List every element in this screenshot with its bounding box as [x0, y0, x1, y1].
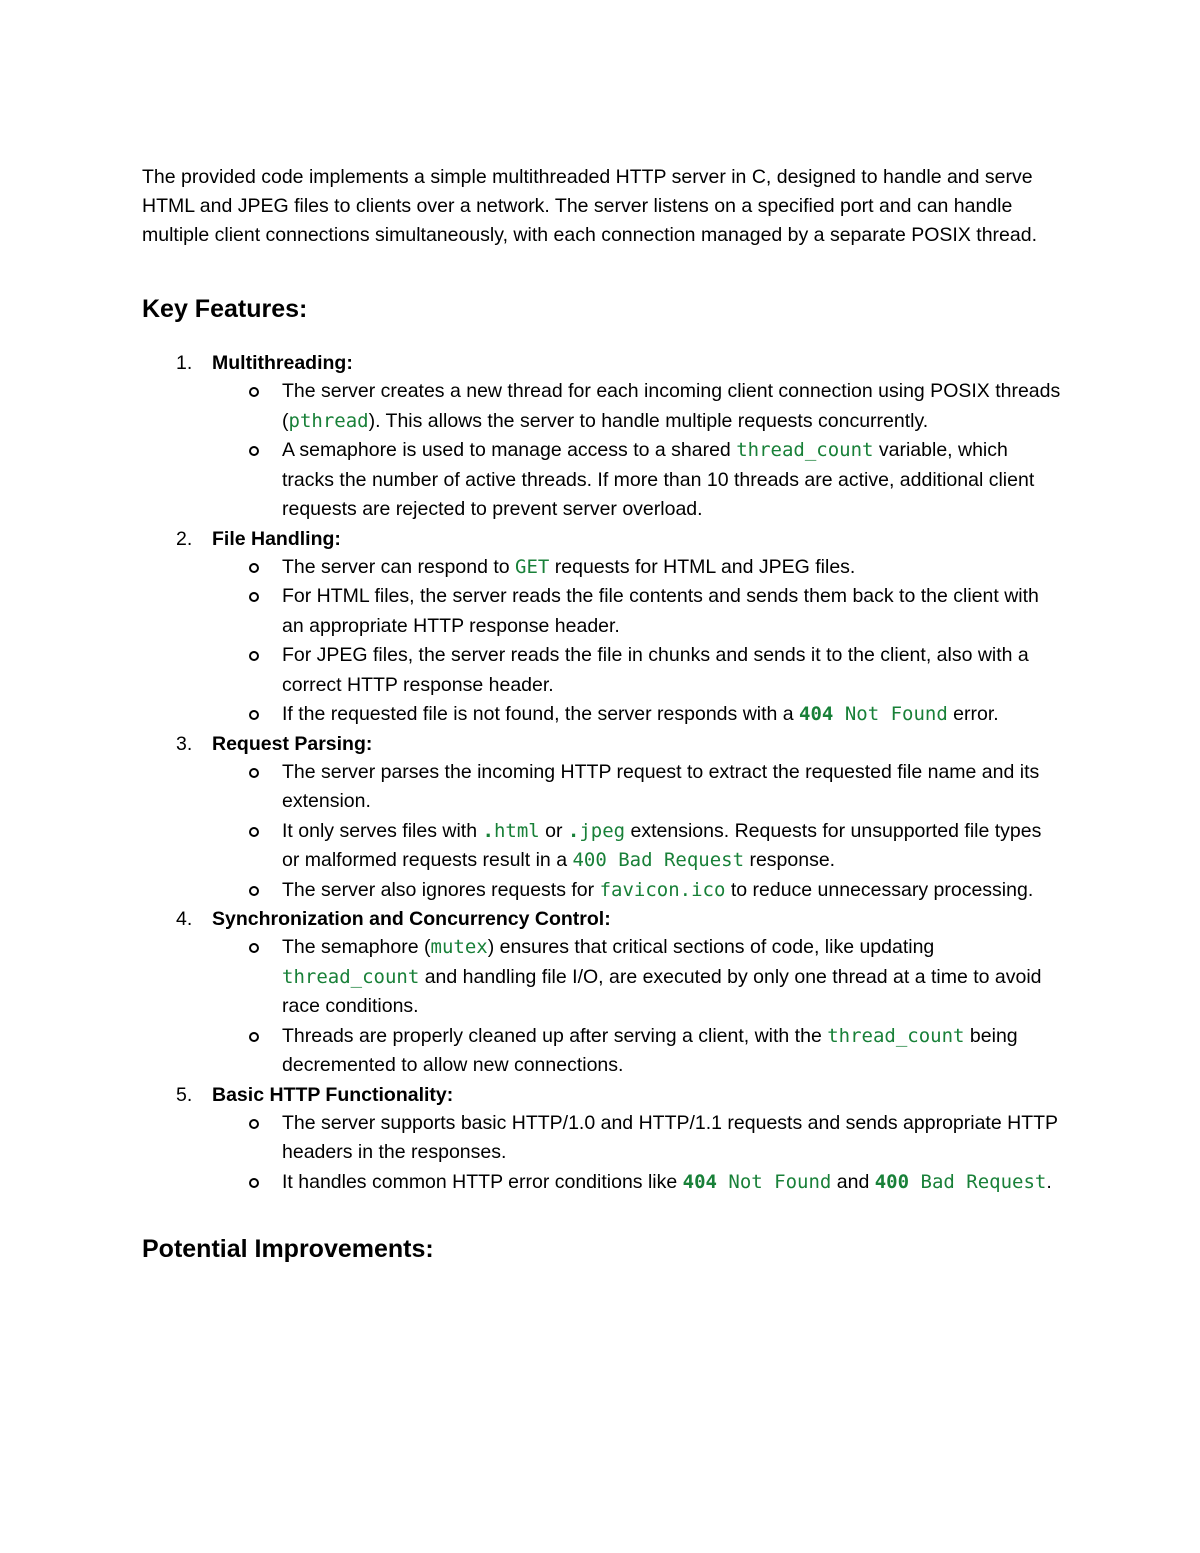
hollow-circle-bullet-icon — [249, 768, 259, 778]
feature-subitem: The server supports basic HTTP/1.0 and HTTP/1.1 requests and sends appropriate HTTP headers in the responses. — [212, 1109, 1062, 1168]
inline-code: pthread — [288, 409, 369, 432]
hollow-circle-bullet-icon — [249, 387, 259, 397]
feature-number: 4. — [176, 908, 193, 930]
hollow-circle-bullet-icon — [249, 710, 259, 720]
hollow-circle-bullet-icon — [249, 827, 259, 837]
feature-subitem: It only serves files with .html or .jpeg extensions. Requests for unsupported file types or malformed requests result in a 400 Bad Request response. — [212, 817, 1062, 876]
hollow-circle-bullet-icon — [249, 651, 259, 661]
feature-subitem: For JPEG files, the server reads the file in chunks and sends it to the client, also with a correct HTTP response header. — [212, 641, 1062, 700]
hollow-circle-bullet-icon — [249, 943, 259, 953]
feature-subitem: The server parses the incoming HTTP request to extract the requested file name and its extension. — [212, 758, 1062, 817]
feature-subitem: For HTML files, the server reads the file contents and sends them back to the client with an appropriate HTTP response header. — [212, 582, 1062, 641]
hollow-circle-bullet-icon — [249, 592, 259, 602]
inline-code: favicon.ico — [599, 878, 726, 901]
document-body — [142, 163, 1062, 1264]
feature-subitem: If the requested file is not found, the server responds with a 404 Not Found error. — [212, 700, 1062, 730]
feature-subitems — [212, 1109, 1062, 1198]
feature-number: 2. — [176, 527, 193, 550]
feature-subitem: The server also ignores requests for favicon.ico to reduce unnecessary processing. — [212, 876, 1062, 906]
feature-item — [142, 525, 1062, 730]
inline-code: .jpeg — [567, 819, 626, 842]
feature-subitems — [212, 377, 1062, 525]
feature-subitem: The server creates a new thread for each incoming client connection using POSIX threads (pthread). This allows the server to handle multiple requests concurrently. — [212, 377, 1062, 436]
feature-subitem: Threads are properly cleaned up after serving a client, with the thread_count being decremented to allow new connections. — [212, 1022, 1062, 1081]
feature-item — [142, 905, 1062, 1081]
feature-item — [142, 1081, 1062, 1198]
inline-code: .html — [482, 819, 540, 842]
feature-subitems — [212, 553, 1062, 730]
hollow-circle-bullet-icon — [249, 1032, 259, 1042]
inline-code: GET — [515, 555, 550, 578]
features-list — [142, 349, 1062, 1197]
inline-code: 404 Not Found — [682, 1170, 832, 1193]
inline-code: thread_count — [827, 1024, 965, 1047]
feature-subitem: The semaphore (mutex) ensures that critical sections of code, like updating thread_count and handling file I/O, are executed by only one thread at a time to avoid race conditions. — [212, 933, 1062, 1022]
hollow-circle-bullet-icon — [249, 1119, 259, 1129]
feature-subitem: The server can respond to GET requests for HTML and JPEG files. — [212, 553, 1062, 583]
key-features-heading: Key Features: — [142, 295, 308, 323]
inline-code: 400 Bad Request — [572, 849, 745, 871]
hollow-circle-bullet-icon — [249, 1178, 259, 1188]
feature-subitems — [212, 758, 1062, 906]
inline-code: thread_count — [282, 965, 420, 988]
intro-paragraph: The provided code implements a simple multithreaded HTTP server in C, designed to handle and serve HTML and JPEG files to clients over a network. The server listens on a specified port and can handle multiple client connections simultaneously, with each connection managed by a separate POSIX thread. — [142, 166, 1037, 246]
feature-subitem: A semaphore is used to manage access to a shared thread_count variable, which tracks the number of active threads. If more than 10 threads are active, additional client requests are rejected to prevent server overload. — [212, 436, 1062, 525]
feature-title: Multithreading: — [212, 352, 353, 374]
feature-title: Request Parsing: — [212, 732, 373, 755]
feature-subitems — [212, 933, 1062, 1081]
inline-code: mutex — [430, 936, 488, 958]
hollow-circle-bullet-icon — [249, 886, 259, 896]
feature-title: Basic HTTP Functionality: — [212, 1083, 454, 1106]
hollow-circle-bullet-icon — [249, 563, 259, 573]
potential-improvements-heading: Potential Improvements: — [142, 1235, 434, 1263]
inline-code: 404 Not Found — [799, 703, 948, 725]
feature-item — [142, 349, 1062, 525]
feature-number: 5. — [176, 1083, 193, 1106]
feature-number: 1. — [176, 352, 193, 374]
feature-subitem: It handles common HTTP error conditions like 404 Not Found and 400 Bad Request. — [212, 1168, 1062, 1198]
feature-item — [142, 730, 1062, 906]
hollow-circle-bullet-icon — [249, 446, 259, 456]
feature-title: Synchronization and Concurrency Control: — [212, 908, 611, 930]
inline-code: 400 Bad Request — [874, 1170, 1047, 1193]
feature-number: 3. — [176, 732, 193, 755]
inline-code: thread_count — [736, 439, 874, 461]
feature-title: File Handling: — [212, 527, 341, 550]
